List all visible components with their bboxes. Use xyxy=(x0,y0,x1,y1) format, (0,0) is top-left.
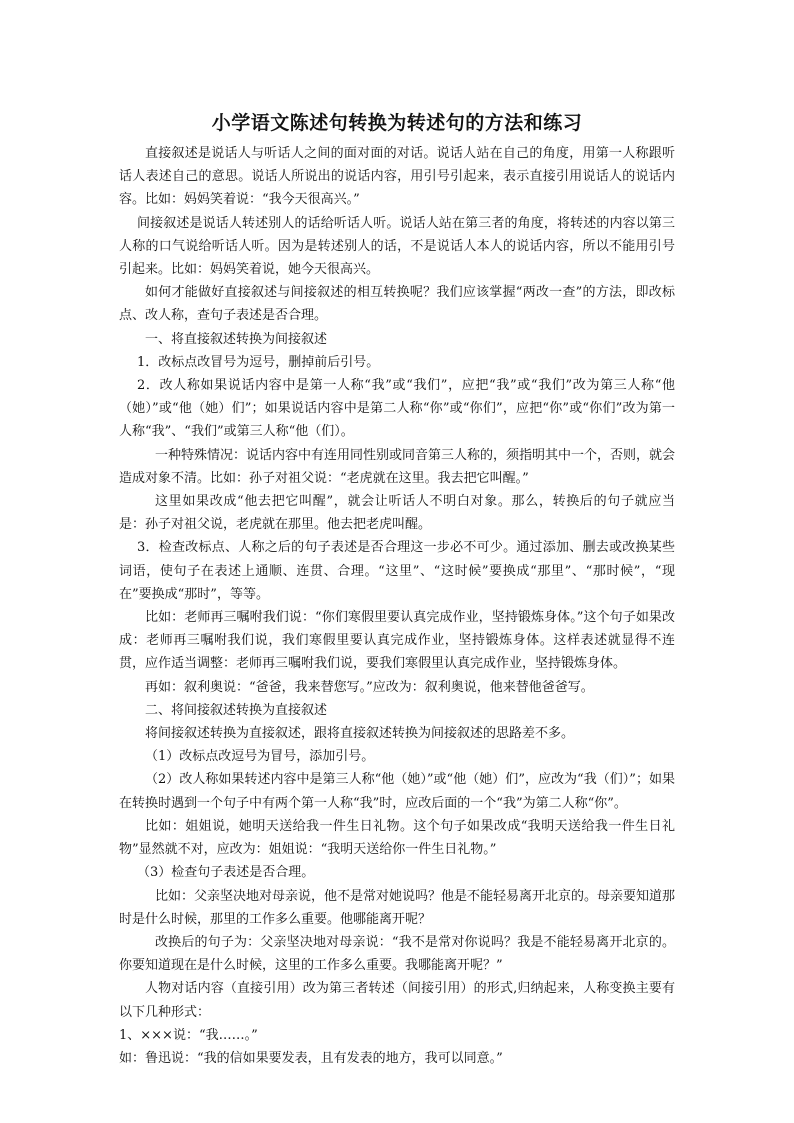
paragraph: 比如：老师再三嘱咐我们说：“你们寒假里要认真完成作业，坚持锻炼身体。”这个句子如果改成：老师再三嘱咐我们说，我们寒假里要认真完成作业，坚持锻炼身体。这样表述就显得不连贯，应作适当调整：老师再三嘱咐我们说，要我们寒假里认真完成作业，坚持锻炼身体。 xyxy=(119,610,675,672)
paragraph: 直接叙述是说话人与听话人之间的面对面的对话。说话人站在自己的角度，用第一人称跟听话人表述自己的意思。说话人所说出的说话内容，用引号引起来，表示直接引用说话人的说话内容。比如：妈妈笑着说：“我今天很高兴。” xyxy=(119,146,675,208)
section-heading: 二、将间接叙述转换为直接叙述 xyxy=(145,702,328,718)
document-body xyxy=(119,108,675,1070)
paragraph: 比如：姐姐说，她明天送给我一件生日礼物。这个句子如果改成“我明天送给我一件生日礼物”显然就不对，应改为：姐姐说：“我明天送给你一件生日礼物。” xyxy=(119,818,675,858)
paragraph: 人物对话内容（直接引用）改为第三者转述（间接引用）的形式,归纳起来，人称变换主要有以下几种形式： xyxy=(119,981,675,1020)
paragraph: 间接叙述是说话人转述别人的话给听话人听。说话人站在第三者的角度，将转述的内容以第三人称的口气说给听话人听。因为是转述别人的话，不是说话人本人的说话内容，所以不能用引号引起来。比如：妈妈笑着说，她今天很高兴。 xyxy=(119,215,675,278)
paragraph: （2）改人称如果转述内容中是第三人称“他（她）”或“他（她）们”，应改为“我（们）”；如果在转换时遇到一个句子中有两个第一人称“我”时，应改后面的一个“我”为第二人称“你”。 xyxy=(119,772,675,811)
paragraph: 1、×××说：“我……。” xyxy=(119,1027,258,1043)
paragraph: 比如：父亲坚决地对母亲说，他不是常对她说吗？他是不能轻易离开北京的。母亲要知道那时是什么时候，那里的工作多么重要。他哪能离开呢？ xyxy=(119,888,676,927)
paragraph: 将间接叙述转换为直接叙述，跟将直接叙述转换为间接叙述的思路差不多。 xyxy=(145,726,575,742)
paragraph: 如何才能做好直接叙述与间接叙述的相互转换呢？我们应该掌握“两改一查”的方法，即改标点、改人称，查句子表述是否合理。 xyxy=(119,285,675,324)
paragraph: 这里如果改成“他去把它叫醒”，就会让听话人不明白对象。那么，转换后的句子就应当是：孙子对祖父说，老虎就在那里。他去把老虎叫醒。 xyxy=(119,494,675,533)
paragraph: （1）改标点改逗号为冒号，添加引号。 xyxy=(145,749,375,765)
paragraph: 一种特殊情况：说话内容中有连用同性别或同音第三人称的，须指明其中一个，否则，就会造成对象不清。比如：孙子对祖父说：“老虎就在这里。我去把它叫醒。” xyxy=(119,447,676,486)
paragraph: 3．检查改标点、人称之后的句子表述是否合理这一步必不可少。通过添加、删去或改换某些词语，使句子在表述上通顺、连贯、合理。“这里”、“这时候”要换成“那里”、“那时候”，“现在”要换成“那时”，等等。 xyxy=(119,540,675,602)
paragraph: 再如：叙利奥说：“爸爸，我来替您写。”应改为：叙利奥说，他来替他爸爸写。 xyxy=(145,679,594,695)
section-heading: 一、将直接叙述转换为间接叙述 xyxy=(145,331,328,347)
paragraph: 如：鲁迅说：“我的信如果要发表，且有发表的地方，我可以同意。” xyxy=(119,1050,503,1066)
paragraph: 2．改人称如果说话内容中是第一人称“我”或“我们”，应把“我”或“我们”改为第三人称“他（她）”或“他（她）们”；如果说话内容中是第二人称“你”或“你们”，应把“你”或“你们”改为第一人称“我”、“我们”或第三人称“他（们）。 xyxy=(119,378,675,440)
paragraph: 改换后的句子为：父亲坚决地对母亲说：“我不是常对你说吗？我是不能轻易离开北京的。你要知道现在是什么时候，这里的工作多么重要。我哪能离开呢？” xyxy=(119,934,675,974)
document-title: 小学语文陈述句转换为转述句的方法和练习 xyxy=(211,112,583,134)
paragraph: 1．改标点改冒号为逗号，删掉前后引号。 xyxy=(137,354,380,370)
paragraph: （3）检查句子表述是否合理。 xyxy=(137,865,315,881)
